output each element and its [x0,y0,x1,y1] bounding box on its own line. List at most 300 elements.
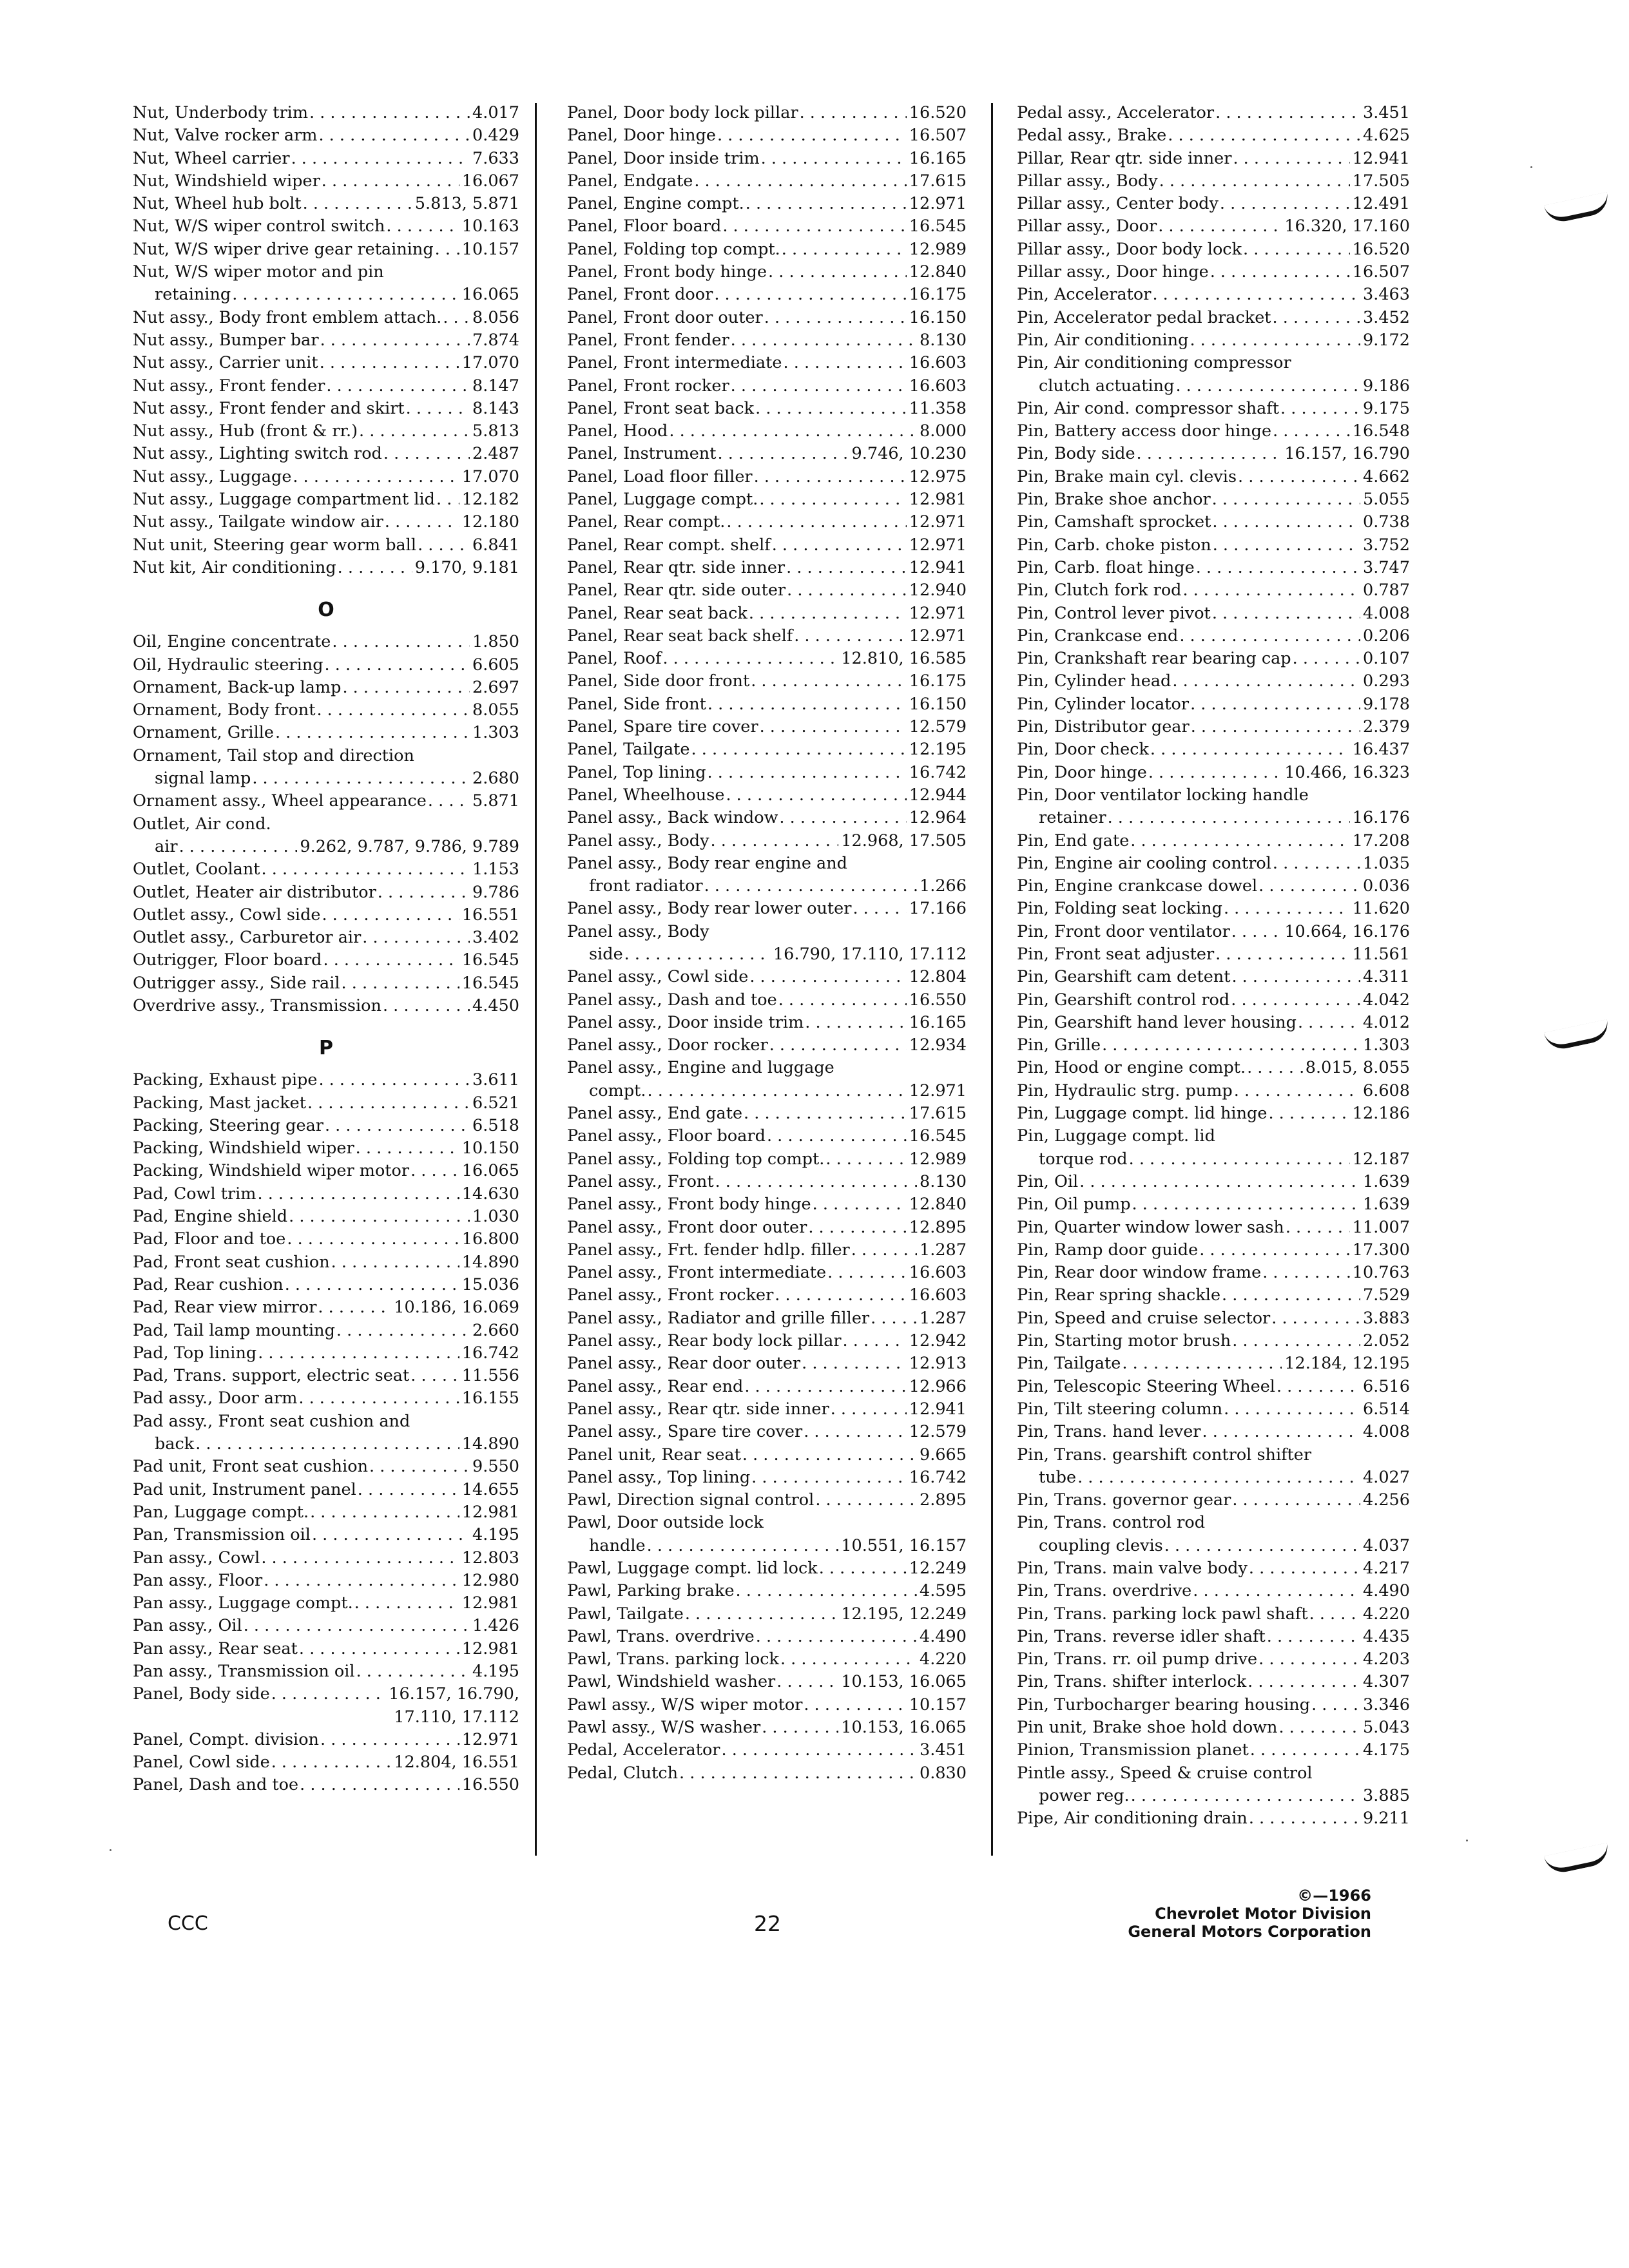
dot-leader [623,943,771,966]
entry-description: Outlet, Air cond. [133,814,271,834]
dot-leader [1267,1102,1349,1125]
entry-reference: 5.813 [472,421,519,441]
entry-description: Pin, Gearshift hand lever housing [1017,1012,1296,1032]
dot-leader [793,625,907,648]
index-entry [1017,1216,1410,1239]
copyright-line: ©—1966 [1297,1887,1371,1905]
dot-leader [724,784,906,807]
entry-description: Panel, Front seat back [567,398,755,418]
index-entry [567,420,967,443]
entry-description: Pillar assy., Door hinge [1017,262,1209,282]
entry-reference: 10.153, 16.065 [841,1672,967,1692]
index-entry [567,215,967,238]
dot-leader [646,1535,839,1557]
entry-reference: 5.813, 5.871 [414,194,519,214]
binder-hole-mark [1544,1019,1611,1052]
dot-leader [251,767,470,790]
dot-leader [818,1557,907,1580]
index-entry [1017,1694,1410,1716]
entry-reference: 11.007 [1352,1217,1410,1237]
entry-description: Pad assy., Front seat cushion and [133,1411,410,1431]
index-entry [567,1648,967,1671]
entry-reference: 9.786 [472,882,519,902]
entry-reference: 4.450 [472,995,519,1015]
dot-leader [1242,238,1350,261]
dot-leader [771,534,907,557]
index-entry [567,193,967,215]
dot-leader [330,1251,459,1274]
dot-leader [1198,1239,1350,1262]
entry-description: Packing, Mast jacket [133,1093,306,1113]
entry-reference: 16.550 [909,990,967,1010]
dot-leader [780,238,907,261]
dot-leader [709,830,839,852]
dot-leader [1261,1262,1350,1284]
index-entry [567,989,967,1012]
dot-leader [1275,1376,1360,1398]
division-line: Chevrolet Motor Division [1155,1905,1371,1923]
entry-reference: 12.971 [909,535,967,555]
entry-reference: 12.966 [909,1376,967,1396]
index-entry [1017,648,1410,670]
entry-description: Panel assy., Folding top compt. [567,1149,825,1169]
dot-leader [851,898,906,920]
section-letter-heading: P [319,1037,333,1060]
entry-description: Nut unit, Steering gear worm ball [133,535,417,555]
dot-leader [409,1160,459,1182]
dot-leader [323,654,470,677]
entry-description: Outlet assy., Carburetor air [133,928,361,948]
entry-description: Pin, Accelerator pedal bracket [1017,307,1271,327]
entry-description: Panel, Tailgate [567,740,690,760]
entry-description: Pin, Engine air cooling control [1017,853,1271,873]
index-entry [133,124,519,147]
entry-description: Panel, Side door front [567,671,750,691]
dot-leader [291,466,459,488]
entry-description: Pillar assy., Body [1017,171,1158,191]
entry-reference: 2.487 [472,444,519,464]
dot-leader [256,1183,459,1206]
index-entry [133,722,519,744]
entry-description: Pin, Battery access door hinge [1017,421,1272,441]
entry-description: air [155,836,178,856]
index-entry [567,1580,967,1602]
index-entry [567,148,967,170]
entry-reference: 12.989 [909,239,967,259]
index-entry [1017,807,1410,829]
index-entry [567,1216,967,1239]
index-entry [567,1239,967,1262]
dot-leader [194,1433,459,1456]
dot-leader [356,1479,459,1501]
dot-leader [270,1751,392,1774]
dot-leader [285,1228,459,1251]
dot-leader [1166,124,1360,147]
entry-description: Panel assy., Cowl side [567,967,749,987]
dot-leader [1230,921,1282,943]
index-entry [567,1330,967,1352]
index-entry [567,1512,967,1534]
index-entry [567,398,967,420]
entry-description: retaining [155,285,231,305]
binder-hole-mark [1544,192,1611,225]
entry-reference: 4.220 [1362,1604,1410,1624]
dot-leader [1248,1807,1360,1830]
index-entry [1017,1512,1410,1534]
entry-reference: 12.981 [461,1593,519,1613]
entry-description: Panel, Rear qtr. side inner [567,557,786,577]
entry-reference: 4.662 [1362,466,1410,486]
entry-description: Panel assy., Front door outer [567,1217,807,1237]
entry-description: Pedal, Clutch [567,1763,679,1783]
entry-reference: 16.800 [461,1229,519,1249]
entry-description: handle [589,1535,646,1555]
entry-reference: 10.157 [909,1695,967,1715]
index-entry [133,466,519,488]
entry-description: Pillar assy., Door body lock [1017,239,1242,259]
dot-leader [1249,1739,1360,1762]
index-entry [133,511,519,533]
entry-description: Panel assy., Rear body lock pillar [567,1331,842,1351]
index-entry [133,1410,519,1433]
index-entry [1017,1489,1410,1512]
dot-leader [381,995,470,1017]
dot-leader [1106,807,1350,829]
entry-reference: 2.895 [919,1490,967,1510]
entry-reference: 12.934 [909,1035,967,1055]
dot-leader [716,443,849,465]
index-entry [133,1160,519,1182]
entry-description: Panel, Front fender [567,330,729,350]
index-entry [133,1547,519,1570]
index-entry [133,1365,519,1387]
index-entry [133,215,519,238]
dot-leader [306,1092,470,1115]
entry-reference: 17.110, 17.112 [394,1707,519,1727]
entry-reference: 4.307 [1362,1672,1410,1692]
entry-reference: 3.883 [1362,1308,1410,1328]
index-entry [567,466,967,488]
entry-reference: 12.980 [461,1570,519,1590]
dot-leader [353,1592,459,1615]
dot-leader [376,881,470,904]
entry-description: Pin, Carb. float hinge [1017,557,1195,577]
dot-leader [323,1115,470,1137]
entry-description: Pinion, Transmission planet [1017,1740,1249,1760]
entry-description: Panel, Front door [567,285,713,305]
dot-leader [409,1365,459,1387]
entry-reference: 1.266 [919,876,967,896]
entry-description: Panel, Rear compt. shelf [567,535,771,555]
entry-reference: 16.603 [909,1285,967,1305]
entry-description: Nut assy., Luggage [133,466,292,486]
entry-reference: 2.379 [1362,717,1410,737]
index-entry [133,927,519,949]
entry-description: Pin, Oil pump [1017,1195,1131,1215]
entry-reference: 12.975 [909,466,967,486]
index-entry [133,1660,519,1683]
index-entry [133,193,519,215]
entry-description: front radiator [589,876,703,896]
index-entry [1017,738,1410,761]
entry-description: Pin, Front seat adjuster [1017,944,1215,964]
entry-reference: 4.311 [1362,967,1410,987]
index-entry [133,238,519,261]
dot-leader [760,148,907,170]
entry-reference: 8.015, 8.055 [1305,1058,1410,1078]
index-entry [1017,852,1410,875]
index-entry [133,261,519,284]
dot-leader [1266,1626,1360,1648]
entry-reference: 8.130 [919,1171,967,1191]
index-entry [1017,966,1410,988]
entry-description: Pin, Luggage compt. lid hinge [1017,1104,1268,1124]
entry-description: Panel, Rear qtr. side outer [567,581,786,601]
index-entry [567,284,967,306]
dot-leader [358,420,470,443]
entry-reference: 16.165 [909,1012,967,1032]
dot-leader [319,329,470,352]
index-entry [1017,1807,1410,1830]
entry-reference: 12.579 [909,717,967,737]
dot-leader [1101,1034,1360,1057]
entry-reference: 4.220 [919,1649,967,1669]
entry-reference: 16.545 [909,1126,967,1146]
dot-leader [262,1570,459,1592]
index-entry [567,1057,967,1079]
entry-description: Panel, Dash and toe [133,1775,299,1795]
entry-description: Pawl assy., W/S washer [567,1718,761,1738]
entry-reference: 4.175 [1362,1740,1410,1760]
entry-reference: 17.070 [461,466,519,486]
index-entry [133,1115,519,1137]
entry-reference: 12.182 [461,490,519,510]
index-entry [567,1421,967,1443]
dot-leader [341,677,470,699]
scan-speck [1530,166,1532,168]
entry-description: Pin, Trans. parking lock pawl shaft [1017,1604,1308,1624]
entry-description: Nut, Windshield wiper [133,171,320,191]
index-entry [1017,307,1410,329]
entry-reference: 1.850 [472,632,519,652]
dot-leader [800,1352,907,1375]
entry-reference: 12.964 [909,808,967,828]
dot-leader [1178,625,1360,648]
entry-reference: 4.195 [472,1525,519,1545]
index-entry [567,102,967,124]
index-entry [567,693,967,716]
entry-description: Nut assy., Lighting switch rod [133,444,382,464]
index-entry [133,972,519,995]
entry-description: Pin unit, Brake shoe hold down [1017,1718,1278,1738]
dot-leader [256,1342,459,1365]
index-entry [567,875,967,898]
entry-reference: 5.871 [472,791,519,811]
entry-reference: 16.790, 17.110, 17.112 [773,944,967,964]
entry-description: Pad, Engine shield [133,1207,288,1227]
entry-reference: 16.157, 16.790 [1284,444,1410,464]
index-entry [1017,1034,1410,1057]
entry-reference: 16.520 [1352,239,1410,259]
dot-leader [1310,1694,1360,1716]
entry-reference: 4.195 [472,1662,519,1681]
index-entry [567,1376,967,1398]
entry-description: Pin, Folding seat locking [1017,899,1222,919]
entry-reference: 1.639 [1362,1171,1410,1191]
entry-description: Pin, Trans. main valve body [1017,1559,1248,1578]
entry-reference: 12.940 [909,581,967,601]
dot-leader [693,170,906,193]
entry-reference: 4.008 [1362,603,1410,623]
entry-reference: 12.941 [909,557,967,577]
dot-leader [231,284,459,306]
index-entry [133,1342,519,1365]
entry-description: Pin, Gearshift cam detent [1017,967,1231,987]
dot-leader [322,949,459,972]
dot-leader [758,716,907,738]
index-entry [1017,784,1410,807]
entry-description: Pan assy., Luggage compt. [133,1593,353,1613]
index-column-3 [1017,102,1410,1831]
entry-reference: 12.941 [909,1399,967,1419]
entry-description: Panel assy., Engine and luggage [567,1058,834,1078]
index-entry [133,1524,519,1546]
entry-description: Panel assy., Front intermediate [567,1263,827,1283]
entry-description: Panel, Instrument [567,444,717,464]
dot-leader [850,1239,917,1262]
dot-leader [720,1739,917,1762]
dot-leader [684,1603,839,1626]
entry-reference: 10.186, 16.069 [394,1298,519,1318]
index-entry [133,1615,519,1637]
entry-description: Pin, Grille [1017,1035,1101,1055]
index-entry [1017,625,1410,648]
entry-reference: 4.203 [1362,1649,1410,1669]
index-entry [1017,1239,1410,1262]
entry-reference: 16.742 [909,1467,967,1487]
entry-description: Pad unit, Front seat cushion [133,1457,368,1477]
entry-description: Outlet assy., Cowl side [133,905,321,925]
index-entry [1017,1762,1410,1785]
index-entry [133,995,519,1017]
dot-leader [260,858,470,881]
dot-leader [661,648,838,670]
dot-leader [802,1421,907,1443]
entry-reference: 12.491 [1352,194,1410,214]
entry-description: retainer [1039,808,1106,828]
entry-reference: 16.437 [1352,740,1410,760]
dot-leader [725,511,906,533]
entry-description: Pin, Trans. gearshift control shifter [1017,1445,1312,1465]
index-entry [133,1751,519,1774]
dot-leader [1121,1352,1282,1375]
entry-description: Nut assy., Body front emblem attach. [133,307,442,327]
entry-description: Pin, Speed and cruise selector [1017,1308,1271,1328]
index-entry [133,858,519,881]
entry-reference: 2.052 [1362,1331,1410,1351]
index-entry [1017,898,1410,920]
entry-description: Panel, Folding top compt. [567,239,780,259]
entry-description: Oil, Hydraulic steering [133,655,323,675]
index-entry [133,813,519,836]
index-entry [1017,602,1410,625]
page-number: 22 [754,1911,781,1936]
entry-reference: 17.208 [1352,831,1410,850]
entry-reference: 14.890 [461,1252,519,1272]
entry-description: Pin, Trans. reverse idler shaft [1017,1626,1266,1646]
dot-leader [435,488,459,511]
index-entry [567,1012,967,1034]
entry-description: coupling clevis [1039,1535,1163,1555]
index-entry [1017,1535,1410,1557]
index-entry [133,1501,519,1524]
index-entry [567,375,967,398]
dot-leader [1271,307,1360,329]
dot-leader [1291,648,1360,670]
dot-leader [1257,1648,1360,1671]
entry-description: Pintle assy., Speed & cruise control [1017,1763,1313,1783]
entry-reference: 1.030 [472,1207,519,1227]
entry-reference: 12.971 [909,603,967,623]
entry-reference: 9.746, 10.230 [851,444,967,464]
entry-description: tube [1039,1467,1077,1487]
entry-description: Pin, Crankshaft rear bearing cap [1017,649,1291,669]
index-entry [1017,1444,1410,1466]
entry-reference: 17.505 [1352,171,1410,191]
entry-description: Pad, Floor and toe [133,1229,286,1249]
dot-leader [308,102,470,124]
index-entry [133,767,519,790]
index-entry [567,1466,967,1489]
entry-description: Nut assy., Carrier unit [133,353,318,373]
entry-description: Pawl, Tailgate [567,1604,684,1624]
entry-description: Panel, Body side [133,1684,270,1704]
dot-leader [1195,557,1360,579]
entry-description: power reg. [1039,1785,1130,1805]
dot-leader [1284,1216,1350,1239]
dot-leader [1128,1148,1350,1171]
dot-leader [713,284,906,306]
entry-description: Oil, Engine concentrate [133,632,331,652]
index-entry [567,943,967,966]
entry-reference: 16.065 [461,285,519,305]
column-rule-right [991,103,993,1856]
entry-description: Nut assy., Hub (front & rr.) [133,421,358,441]
entry-description: Pawl, Direction signal control [567,1490,815,1510]
index-entry [1017,1284,1410,1307]
entry-reference: 16.603 [909,353,967,373]
index-entry [133,1456,519,1478]
entry-reference: 12.971 [461,1729,519,1749]
dot-leader [1296,1012,1360,1034]
index-entry [567,738,967,761]
entry-reference: 3.463 [1362,285,1410,305]
dot-leader [798,102,907,124]
index-entry [133,534,519,557]
publisher-block [1128,1887,1371,1941]
index-entry [1017,148,1410,170]
entry-description: Panel assy., Body [567,831,709,850]
index-entry [567,443,967,465]
index-entry [133,1570,519,1592]
entry-reference: 16.150 [909,307,967,327]
entry-description: Nut, Underbody trim [133,103,308,122]
dot-leader [405,398,470,420]
index-column-2 [567,102,967,1785]
index-entry [567,1080,967,1102]
entry-reference: 12.989 [909,1149,967,1169]
entry-reference: 10.153, 16.065 [841,1718,967,1738]
